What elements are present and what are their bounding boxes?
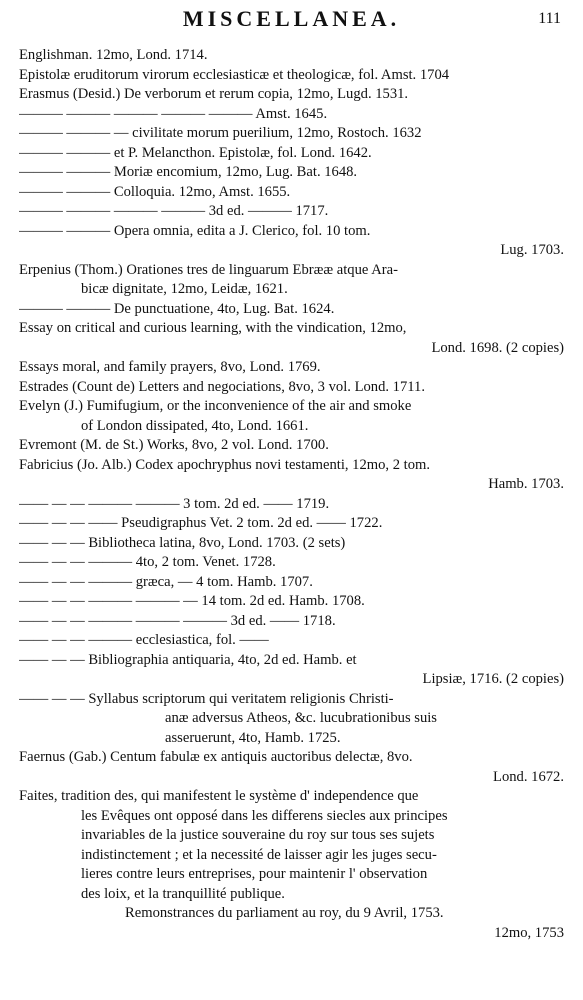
entry-line: Englishman. 12mo, Lond. 1714. <box>19 47 208 63</box>
entry-line: —— — — ——— ——— — 14 tom. 2d ed. Hamb. 1708. <box>19 593 365 609</box>
entry-line: Faernus (Gab.) Centum fabulæ ex antiquis auctoribus delectæ, 8vo. <box>19 749 413 765</box>
entry-line: —— — — ——— 4to, 2 tom. Venet. 1728. <box>19 554 276 570</box>
entry-line: Lond. 1698. (2 copies) <box>431 339 564 356</box>
entry-line: invariables de la justice souveraine du roy sur tous ses sujets <box>81 827 435 843</box>
entry-line: lieres contre leurs entreprises, pour maintenir l' observation <box>81 866 428 882</box>
entry-line: Evremont (M. de St.) Works, 8vo, 2 vol. Lond. 1700. <box>19 437 329 453</box>
entry-line: ——— ——— ——— ——— 3d ed. ——— 1717. <box>19 203 329 219</box>
entry-line: —— — — ——— græca, — 4 tom. Hamb. 1707. <box>19 573 313 590</box>
entry-line: Essay on critical and curious learning, with the vindication, 12mo, <box>19 320 407 336</box>
entry-line: Essays moral, and family prayers, 8vo, Lond. 1769. <box>19 359 321 375</box>
entry-line: ——— ——— Moriæ encomium, 12mo, Lug. Bat. 1648. <box>19 164 358 180</box>
entry-line: —— — — ——— ecclesiastica, fol. —— <box>19 632 269 648</box>
entry-line: Evelyn (J.) Fumifugium, or the inconvenience of the air and smoke <box>19 398 412 414</box>
entry-line: anæ adversus Atheos, &c. lucubrationibus suis <box>165 710 437 726</box>
entry-line: Hamb. 1703. <box>488 476 564 492</box>
entry-line: ——— ——— Opera omnia, edita a J. Clerico, fol. 10 tom. <box>19 222 371 239</box>
entry-line: —— — — ——— ——— ——— 3d ed. —— 1718. <box>19 612 336 629</box>
entry-line: ——— ——— De punctuatione, 4to, Lug. Bat. 1624. <box>19 300 335 317</box>
entry-line: Faites, tradition des, qui manifestent le système d' independence que <box>19 788 419 804</box>
entry-line: —— — — ——— ——— 3 tom. 2d ed. —— 1719. <box>19 495 330 512</box>
entry-line: Lug. 1703. <box>500 242 564 258</box>
entry-line: Erasmus (Desid.) De verborum et rerum copia, 12mo, Lugd. 1531. <box>19 86 409 102</box>
entry-line: —— — — Bibliographia antiquaria, 4to, 2d ed. Hamb. et <box>19 651 357 668</box>
entry-line: —— — — Syllabus scriptorum qui veritatem religionis Christi- <box>19 690 394 707</box>
entry-line: ——— ——— ——— ——— ——— Amst. 1645. <box>19 105 328 122</box>
entry-line: of London dissipated, 4to, Lond. 1661. <box>81 417 309 434</box>
entry-line: asseruerunt, 4to, Hamb. 1725. <box>165 729 341 746</box>
page-number: 111 <box>538 10 561 27</box>
entry-line: Fabricius (Jo. Alb.) Codex apochryphus novi testamenti, 12mo, 2 tom. <box>19 456 431 473</box>
entry-line: Remonstrances du parliament au roy, du 9 Avril, 1753. <box>125 905 444 921</box>
entry-line: ——— ——— — civilitate morum puerilium, 12mo, Rostoch. 1632 <box>19 125 422 141</box>
entry-line: des loix, et la tranquillité publique. <box>81 885 285 902</box>
entry-line: indistinctement ; et la necessité de laisser agir les juges secu- <box>81 846 437 863</box>
entry-line: bicæ dignitate, 12mo, Leidæ, 1621. <box>81 281 288 297</box>
catalogue-entries <box>19 46 564 943</box>
entry-line: Erpenius (Thom.) Orationes tres de linguarum Ebrææ atque Ara- <box>19 261 398 278</box>
entry-line: —— — — Bibliotheca latina, 8vo, Lond. 1703. (2 sets) <box>19 534 346 551</box>
entry-line: ——— ——— Colloquia. 12mo, Amst. 1655. <box>19 183 291 200</box>
page-header <box>0 4 583 36</box>
entry-line: 12mo, 1753 <box>494 924 564 941</box>
entry-line: ——— ——— et P. Melancthon. Epistolæ, fol. Lond. 1642. <box>19 144 372 161</box>
entry-line: Lond. 1672. <box>493 768 564 785</box>
entry-line: —— — — —— Pseudigraphus Vet. 2 tom. 2d ed. —— 1722. <box>19 515 383 531</box>
running-title: MISCELLANEA. <box>182 6 401 31</box>
entry-line: les Evêques ont opposé dans les differens siecles aux principes <box>81 807 448 824</box>
entry-line: Epistolæ eruditorum virorum ecclesiasticæ et theologicæ, fol. Amst. 1704 <box>19 66 450 83</box>
entry-line: Estrades (Count de) Letters and negociations, 8vo, 3 vol. Lond. 1711. <box>19 378 425 395</box>
entry-line: Lipsiæ, 1716. (2 copies) <box>422 671 564 687</box>
